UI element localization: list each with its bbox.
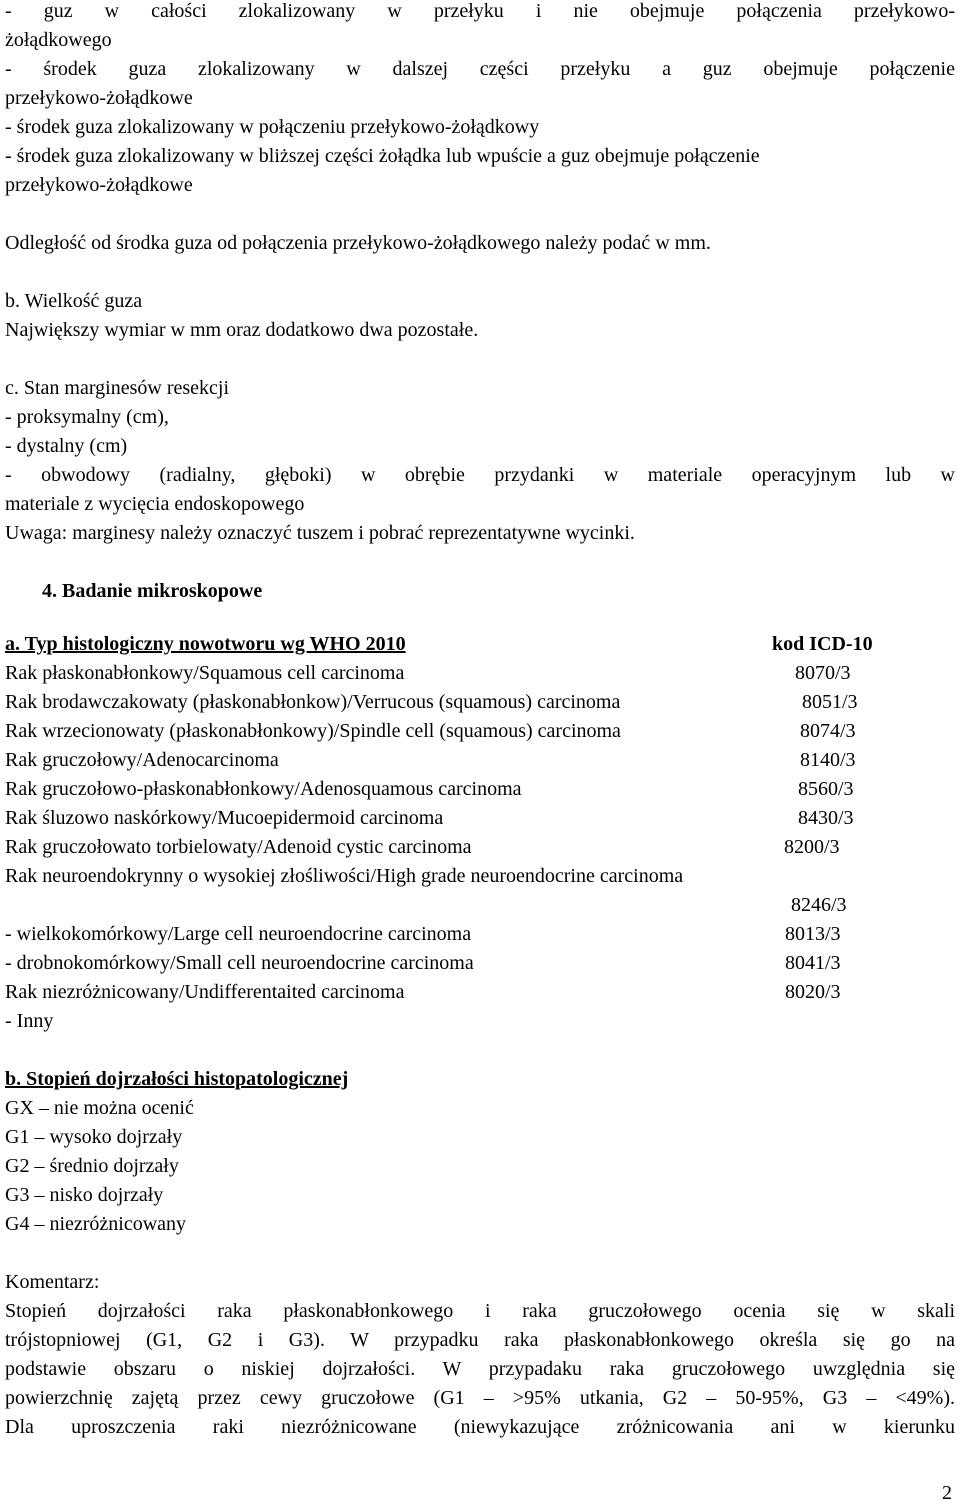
icd-code-header: kod ICD-10 [772,633,873,655]
grade-item: G4 – niezróżnicowany [5,1213,187,1235]
histology-code: 8200/3 [784,836,840,858]
histology-type: Rak gruczołowy/Adenocarcinoma [5,749,279,771]
histology-code: 8041/3 [785,952,841,974]
comment-line: Stopień dojrzałości raka płaskonabłonkowego i raka gruczołowego ocenia się w skali [5,1300,955,1322]
comment-line: trójstopniowej (G1, G2 i G3). W przypadku raka płaskonabłonkowego określa się go na [5,1329,955,1351]
histology-type: - Inny [5,1010,54,1032]
histology-type: Rak wrzecionowaty (płaskonabłonkowy)/Spindle cell (squamous) carcinoma [5,720,621,742]
grade-item: G3 – nisko dojrzały [5,1184,164,1206]
grade-item: G1 – wysoko dojrzały [5,1126,183,1148]
histology-type: Rak brodawczakowaty (płaskonabłonkow)/Verrucous (squamous) carcinoma [5,691,621,713]
location-line: przełykowo-żołądkowe [5,87,193,109]
histology-type: Rak niezróżnicowany/Undifferentaited carcinoma [5,981,405,1003]
histology-row [5,891,955,920]
histology-row [5,746,955,775]
histology-code: 8070/3 [795,662,851,684]
histology-type: - wielkokomórkowy/Large cell neuroendocrine carcinoma [5,923,472,945]
grade-item: G2 – średnio dojrzały [5,1155,179,1177]
margins-heading: c. Stan marginesów resekcji [5,377,230,399]
margin-item: - dystalny (cm) [5,435,128,457]
histology-row [5,949,955,978]
margin-item: - proksymalny (cm), [5,406,169,428]
location-line: żołądkowego [5,29,112,51]
histology-header-row [5,630,955,659]
histology-row [5,920,955,949]
size-text: Największy wymiar w mm oraz dodatkowo dwa pozostałe. [5,319,479,341]
histology-row [5,804,955,833]
document-page [5,0,955,1442]
histology-code: 8430/3 [798,807,854,829]
margins-note: Uwaga: marginesy należy oznaczyć tuszem i pobrać reprezentatywne wycinki. [5,522,635,544]
histology-type: - drobnokomórkowy/Small cell neuroendocrine carcinoma [5,952,474,974]
histology-row [5,659,955,688]
microscopy-heading: 4. Badanie mikroskopowe [42,580,263,602]
grade-heading: b. Stopień dojrzałości histopatologicznej [5,1068,349,1090]
margin-item: - obwodowy (radialny, głęboki) w obrębie przydanki w materiale operacyjnym lub w [5,464,955,486]
histology-row [5,978,955,1007]
location-line: - środek guza zlokalizowany w dalszej części przełyku a guz obejmuje połączenie [5,58,955,80]
comment-line: powierzchnię zajętą przez cewy gruczołowe (G1 – >95% utkania, G2 – 50-95%, G3 – <49%). [5,1387,955,1409]
location-line: przełykowo-żołądkowe [5,174,193,196]
histology-type: Rak neuroendokrynny o wysokiej złośliwości/High grade neuroendocrine carcinoma [5,865,684,887]
histology-row [5,775,955,804]
comment-line: Dla uproszczenia raki niezróżnicowane (niewykazujące zróżnicowania ani w kierunku [5,1416,955,1438]
margin-item: materiale z wycięcia endoskopowego [5,493,305,515]
comment-label: Komentarz: [5,1271,100,1293]
location-line: - środek guza zlokalizowany w bliższej części żołądka lub wpuście a guz obejmuje połączenie [5,145,760,167]
histology-code: 8013/3 [785,923,841,945]
histology-code: 8246/3 [791,894,847,916]
page-number: 2 [942,1482,952,1504]
location-line: - środek guza zlokalizowany w połączeniu przełykowo-żołądkowy [5,116,540,138]
size-heading: b. Wielkość guza [5,290,143,312]
histology-row [5,717,955,746]
location-line: - guz w całości zlokalizowany w przełyku i nie obejmuje połączenia przełykowo- [5,0,955,22]
histology-heading: a. Typ histologiczny nowotworu wg WHO 2010 [5,633,406,655]
histology-row [5,1007,955,1036]
distance-note: Odległość od środka guza od połączenia przełykowo-żołądkowego należy podać w mm. [5,232,711,254]
histology-type: Rak płaskonabłonkowy/Squamous cell carcinoma [5,662,405,684]
histology-code: 8020/3 [785,981,841,1003]
histology-code: 8074/3 [800,720,856,742]
histology-code: 8051/3 [802,691,858,713]
histology-row [5,688,955,717]
histology-row [5,833,955,862]
grade-item: GX – nie można ocenić [5,1097,194,1119]
histology-type: Rak gruczołowo-płaskonabłonkowy/Adenosquamous carcinoma [5,778,522,800]
histology-type: Rak śluzowo naskórkowy/Mucoepidermoid carcinoma [5,807,444,829]
histology-row [5,862,955,891]
histology-code: 8560/3 [798,778,854,800]
histology-code: 8140/3 [800,749,856,771]
histology-type: Rak gruczołowato torbielowaty/Adenoid cystic carcinoma [5,836,472,858]
comment-line: podstawie obszaru o niskiej dojrzałości. W przypadaku raka gruczołowego uwzględnia się [5,1358,955,1380]
